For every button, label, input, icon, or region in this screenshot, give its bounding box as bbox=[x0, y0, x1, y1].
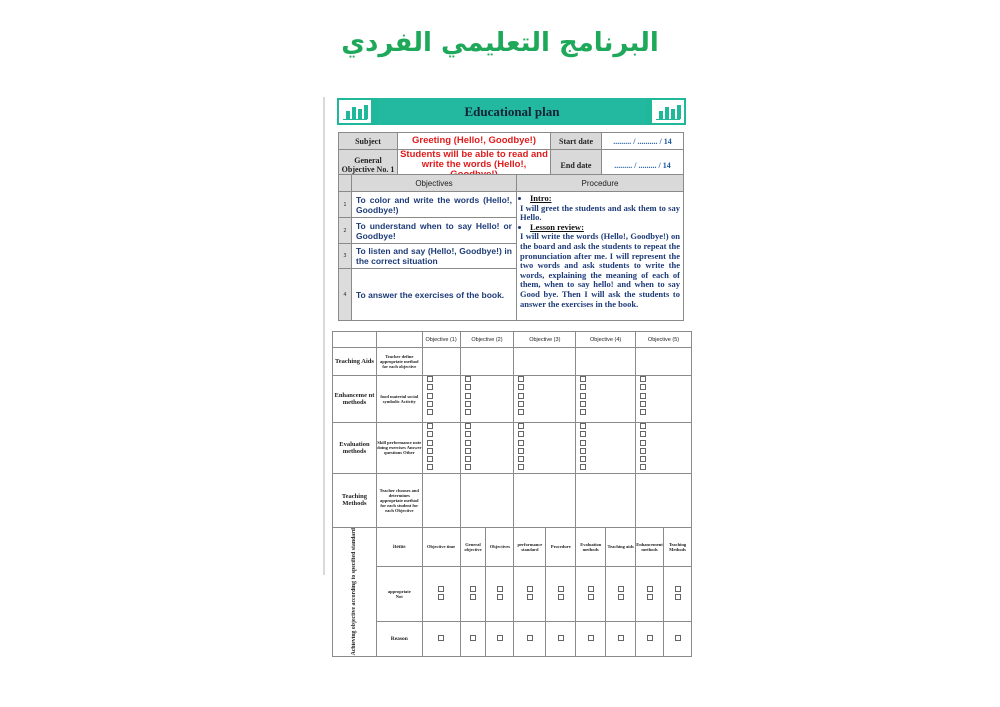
intro-text: I will greet the students and ask them to say Hello. bbox=[520, 202, 680, 223]
checkbox-icon[interactable] bbox=[427, 376, 433, 382]
item-col: Evaluation methods bbox=[576, 527, 606, 566]
item-col: Objective time bbox=[422, 527, 460, 566]
checkbox-icon[interactable] bbox=[427, 401, 433, 407]
page-title: البرنامج التعليمي الفردي bbox=[341, 28, 659, 58]
corner-cell bbox=[376, 332, 422, 348]
checkbox-icon[interactable] bbox=[438, 586, 444, 592]
checkbox-group[interactable] bbox=[576, 376, 636, 423]
intro-heading: Intro: bbox=[530, 193, 552, 203]
objective-number: 3 bbox=[339, 244, 352, 269]
checkbox-icon[interactable] bbox=[465, 431, 471, 437]
checkbox-single[interactable] bbox=[636, 621, 664, 657]
checkbox-icon[interactable] bbox=[640, 448, 646, 454]
item-col: performance standard bbox=[514, 527, 546, 566]
achieving-label-cell bbox=[333, 527, 377, 656]
evaluation-grid bbox=[332, 331, 692, 657]
checkbox-icon[interactable] bbox=[558, 594, 564, 600]
checkbox-icon[interactable] bbox=[427, 464, 433, 470]
checkbox-icon[interactable] bbox=[470, 586, 476, 592]
checkbox-icon[interactable] bbox=[580, 393, 586, 399]
item-col: General objective bbox=[460, 527, 486, 566]
corner-cell bbox=[333, 332, 377, 348]
checkbox-icon[interactable] bbox=[580, 384, 586, 390]
checkbox-icon[interactable] bbox=[647, 586, 653, 592]
checkbox-icon[interactable] bbox=[427, 409, 433, 415]
item-col: Objectives bbox=[486, 527, 514, 566]
appropriate-not-label bbox=[376, 566, 422, 621]
grid-cell bbox=[636, 473, 692, 527]
checkbox-icon[interactable] bbox=[497, 635, 503, 641]
objective-col-header: Objective (4) bbox=[576, 332, 636, 348]
row-label: Evaluation methods bbox=[333, 423, 377, 474]
checkbox-icon[interactable] bbox=[640, 384, 646, 390]
checkbox-icon[interactable] bbox=[497, 586, 503, 592]
plan-title: Educational plan bbox=[378, 98, 646, 125]
checkbox-group[interactable] bbox=[636, 423, 692, 474]
checkbox-icon[interactable] bbox=[640, 456, 646, 462]
plan-table bbox=[338, 174, 684, 321]
objective-number: 1 bbox=[339, 192, 352, 218]
row-desc: Skill performance note doing exercises Answer questions Other bbox=[376, 423, 422, 474]
checkbox-icon[interactable] bbox=[640, 423, 646, 429]
grid-cell bbox=[422, 348, 460, 376]
checkbox-icon[interactable] bbox=[580, 376, 586, 382]
item-col: Teaching Methods bbox=[664, 527, 692, 566]
checkbox-icon[interactable] bbox=[580, 409, 586, 415]
checkbox-icon[interactable] bbox=[580, 440, 586, 446]
checkbox-group[interactable] bbox=[422, 423, 460, 474]
checkbox-icon[interactable] bbox=[427, 393, 433, 399]
checkbox-icon[interactable] bbox=[580, 423, 586, 429]
checkbox-group[interactable] bbox=[636, 376, 692, 423]
checkbox-pair[interactable] bbox=[546, 566, 576, 621]
end-date-label: End date bbox=[551, 150, 602, 181]
checkbox-icon[interactable] bbox=[618, 586, 624, 592]
checkbox-icon[interactable] bbox=[497, 594, 503, 600]
objective-text: To listen and say (Hello!, Goodbye!) in the correct situation bbox=[352, 244, 517, 269]
checkbox-icon[interactable] bbox=[527, 586, 533, 592]
checkbox-icon[interactable] bbox=[470, 635, 476, 641]
checkbox-icon[interactable] bbox=[518, 384, 524, 390]
grid-cell bbox=[576, 348, 636, 376]
row-label: Teaching Methods bbox=[333, 473, 377, 527]
subject-value: Greeting (Hello!, Goodbye!) bbox=[398, 133, 551, 150]
item-col: Enhancement methods bbox=[636, 527, 664, 566]
checkbox-pair[interactable] bbox=[514, 566, 546, 621]
checkbox-group[interactable] bbox=[514, 423, 576, 474]
checkbox-icon[interactable] bbox=[640, 376, 646, 382]
checkbox-icon[interactable] bbox=[438, 594, 444, 600]
subject-label: Subject bbox=[339, 133, 398, 150]
row-label: Enhanceme nt methods bbox=[333, 376, 377, 423]
item-col: Teaching aids bbox=[606, 527, 636, 566]
checkbox-pair[interactable] bbox=[486, 566, 514, 621]
review-heading: Lesson review: bbox=[530, 221, 584, 232]
checkbox-icon[interactable] bbox=[465, 376, 471, 382]
checkbox-icon[interactable] bbox=[465, 423, 471, 429]
checkbox-pair[interactable] bbox=[460, 566, 486, 621]
checkbox-single[interactable] bbox=[576, 621, 606, 657]
objective-text: To understand when to say Hello! or Goodbye! bbox=[352, 218, 517, 244]
objective-col-header: Objective (2) bbox=[460, 332, 514, 348]
item-col: Procedure bbox=[546, 527, 576, 566]
checkbox-icon[interactable] bbox=[427, 384, 433, 390]
num-header bbox=[339, 175, 352, 192]
grid-cell bbox=[514, 473, 576, 527]
checkbox-icon[interactable] bbox=[465, 464, 471, 470]
checkbox-row bbox=[333, 376, 692, 423]
checkbox-icon[interactable] bbox=[518, 401, 524, 407]
checkbox-icon[interactable] bbox=[518, 409, 524, 415]
checkbox-icon[interactable] bbox=[647, 594, 653, 600]
objectives-header: Objectives bbox=[352, 175, 517, 192]
chart-logo-icon bbox=[650, 98, 686, 125]
checkbox-icon[interactable] bbox=[518, 456, 524, 462]
checkbox-icon[interactable] bbox=[465, 393, 471, 399]
checkbox-icon[interactable] bbox=[438, 635, 444, 641]
checkbox-icon[interactable] bbox=[465, 401, 471, 407]
checkbox-icon[interactable] bbox=[518, 464, 524, 470]
checkbox-icon[interactable] bbox=[640, 393, 646, 399]
checkbox-icon[interactable] bbox=[558, 635, 564, 641]
page-edge bbox=[323, 97, 325, 575]
objective-col-header: Objective (1) bbox=[422, 332, 460, 348]
checkbox-single[interactable] bbox=[422, 621, 460, 657]
checkbox-icon[interactable] bbox=[588, 586, 594, 592]
row-desc: Teacher define appropriate method for each objective bbox=[376, 348, 422, 376]
grid-cell bbox=[422, 473, 460, 527]
checkbox-icon[interactable] bbox=[465, 440, 471, 446]
checkbox-icon[interactable] bbox=[675, 594, 681, 600]
objective-text: To color and write the words (Hello!, Goodbye!) bbox=[352, 192, 517, 218]
grid-cell bbox=[460, 348, 514, 376]
checkbox-icon[interactable] bbox=[427, 456, 433, 462]
items-label: items bbox=[376, 527, 422, 566]
checkbox-pair[interactable] bbox=[606, 566, 636, 621]
start-date-value: ......... / .......... / 14 bbox=[602, 133, 684, 150]
general-objective-value: Students will be able to read and write the words (Hello!, bbox=[398, 150, 551, 181]
checkbox-icon[interactable] bbox=[618, 635, 624, 641]
checkbox-icon[interactable] bbox=[588, 635, 594, 641]
appropriate-label: appropriate bbox=[387, 588, 411, 594]
objective-col-header: Objective (5) bbox=[636, 332, 692, 348]
checkbox-single[interactable] bbox=[486, 621, 514, 657]
checkbox-icon[interactable] bbox=[518, 423, 524, 429]
checkbox-icon[interactable] bbox=[647, 635, 653, 641]
checkbox-icon[interactable] bbox=[640, 440, 646, 446]
checkbox-icon[interactable] bbox=[580, 431, 586, 437]
checkbox-icon[interactable] bbox=[675, 586, 681, 592]
start-date-label: Start date bbox=[551, 133, 602, 150]
row-desc: food material social symbolic Activity bbox=[376, 376, 422, 423]
checkbox-icon[interactable] bbox=[527, 594, 533, 600]
grid-cell bbox=[514, 348, 576, 376]
row-label: Teaching Aids bbox=[333, 348, 377, 376]
objective-text: To answer the exercises of the book. bbox=[352, 269, 517, 321]
grid-cell bbox=[460, 473, 514, 527]
checkbox-icon[interactable] bbox=[640, 409, 646, 415]
end-date-value: ......... / ......... / 14 bbox=[602, 150, 684, 181]
grid-cell bbox=[636, 348, 692, 376]
objective-number: 2 bbox=[339, 218, 352, 244]
procedure-cell bbox=[517, 192, 684, 321]
checkbox-pair[interactable] bbox=[636, 566, 664, 621]
checkbox-icon[interactable] bbox=[427, 423, 433, 429]
row-desc: Teacher chooses and determines appropriate method for each student for each Objective bbox=[376, 473, 422, 527]
checkbox-pair[interactable] bbox=[664, 566, 692, 621]
checkbox-icon[interactable] bbox=[580, 464, 586, 470]
not-label: Not bbox=[395, 593, 403, 599]
checkbox-icon[interactable] bbox=[518, 376, 524, 382]
checkbox-icon[interactable] bbox=[558, 586, 564, 592]
reason-label: Reason bbox=[376, 621, 422, 657]
checkbox-icon[interactable] bbox=[618, 594, 624, 600]
checkbox-icon[interactable] bbox=[518, 440, 524, 446]
checkbox-icon[interactable] bbox=[427, 440, 433, 446]
checkbox-pair[interactable] bbox=[576, 566, 606, 621]
checkbox-group[interactable] bbox=[460, 423, 514, 474]
checkbox-single[interactable] bbox=[460, 621, 486, 657]
checkbox-icon[interactable] bbox=[465, 409, 471, 415]
checkbox-icon[interactable] bbox=[640, 431, 646, 437]
general-label-line1: General bbox=[354, 156, 382, 165]
checkbox-icon[interactable] bbox=[588, 594, 594, 600]
review-text: I will write the words (Hello!, Goodbye!) on the board and ask the students to repeat the pronunciation after me. I will represent the two words and ask students to write the words, explaining the meaning of each of them, when to say hello! and when to say Good bye. Then I will ask the students to answer the exercises in the book. bbox=[520, 231, 680, 309]
checkbox-icon[interactable] bbox=[527, 635, 533, 641]
achieving-label: Achieving objective according to specified standard bbox=[351, 527, 358, 656]
checkbox-icon[interactable] bbox=[580, 448, 586, 454]
checkbox-icon[interactable] bbox=[518, 448, 524, 454]
checkbox-icon[interactable] bbox=[470, 594, 476, 600]
checkbox-row bbox=[333, 423, 692, 474]
chart-logo-icon bbox=[337, 98, 373, 125]
checkbox-group[interactable] bbox=[514, 376, 576, 423]
checkbox-icon[interactable] bbox=[640, 464, 646, 470]
procedure-header: Procedure bbox=[517, 175, 684, 192]
checkbox-icon[interactable] bbox=[465, 384, 471, 390]
checkbox-pair[interactable] bbox=[422, 566, 460, 621]
checkbox-single[interactable] bbox=[514, 621, 546, 657]
general-label-line2: Objective No. 1 bbox=[341, 165, 395, 174]
objective-col-header: Objective (3) bbox=[514, 332, 576, 348]
checkbox-icon[interactable] bbox=[675, 635, 681, 641]
checkbox-icon[interactable] bbox=[640, 401, 646, 407]
objective-number: 4 bbox=[339, 269, 352, 321]
checkbox-icon[interactable] bbox=[580, 456, 586, 462]
checkbox-icon[interactable] bbox=[427, 431, 433, 437]
checkbox-icon[interactable] bbox=[518, 393, 524, 399]
checkbox-group[interactable] bbox=[460, 376, 514, 423]
checkbox-icon[interactable] bbox=[427, 448, 433, 454]
checkbox-group[interactable] bbox=[422, 376, 460, 423]
checkbox-icon[interactable] bbox=[465, 456, 471, 462]
checkbox-group[interactable] bbox=[576, 423, 636, 474]
checkbox-single[interactable] bbox=[546, 621, 576, 657]
checkbox-icon[interactable] bbox=[465, 448, 471, 454]
checkbox-single[interactable] bbox=[606, 621, 636, 657]
checkbox-icon[interactable] bbox=[518, 431, 524, 437]
checkbox-icon[interactable] bbox=[580, 401, 586, 407]
grid-cell bbox=[576, 473, 636, 527]
checkbox-single[interactable] bbox=[664, 621, 692, 657]
